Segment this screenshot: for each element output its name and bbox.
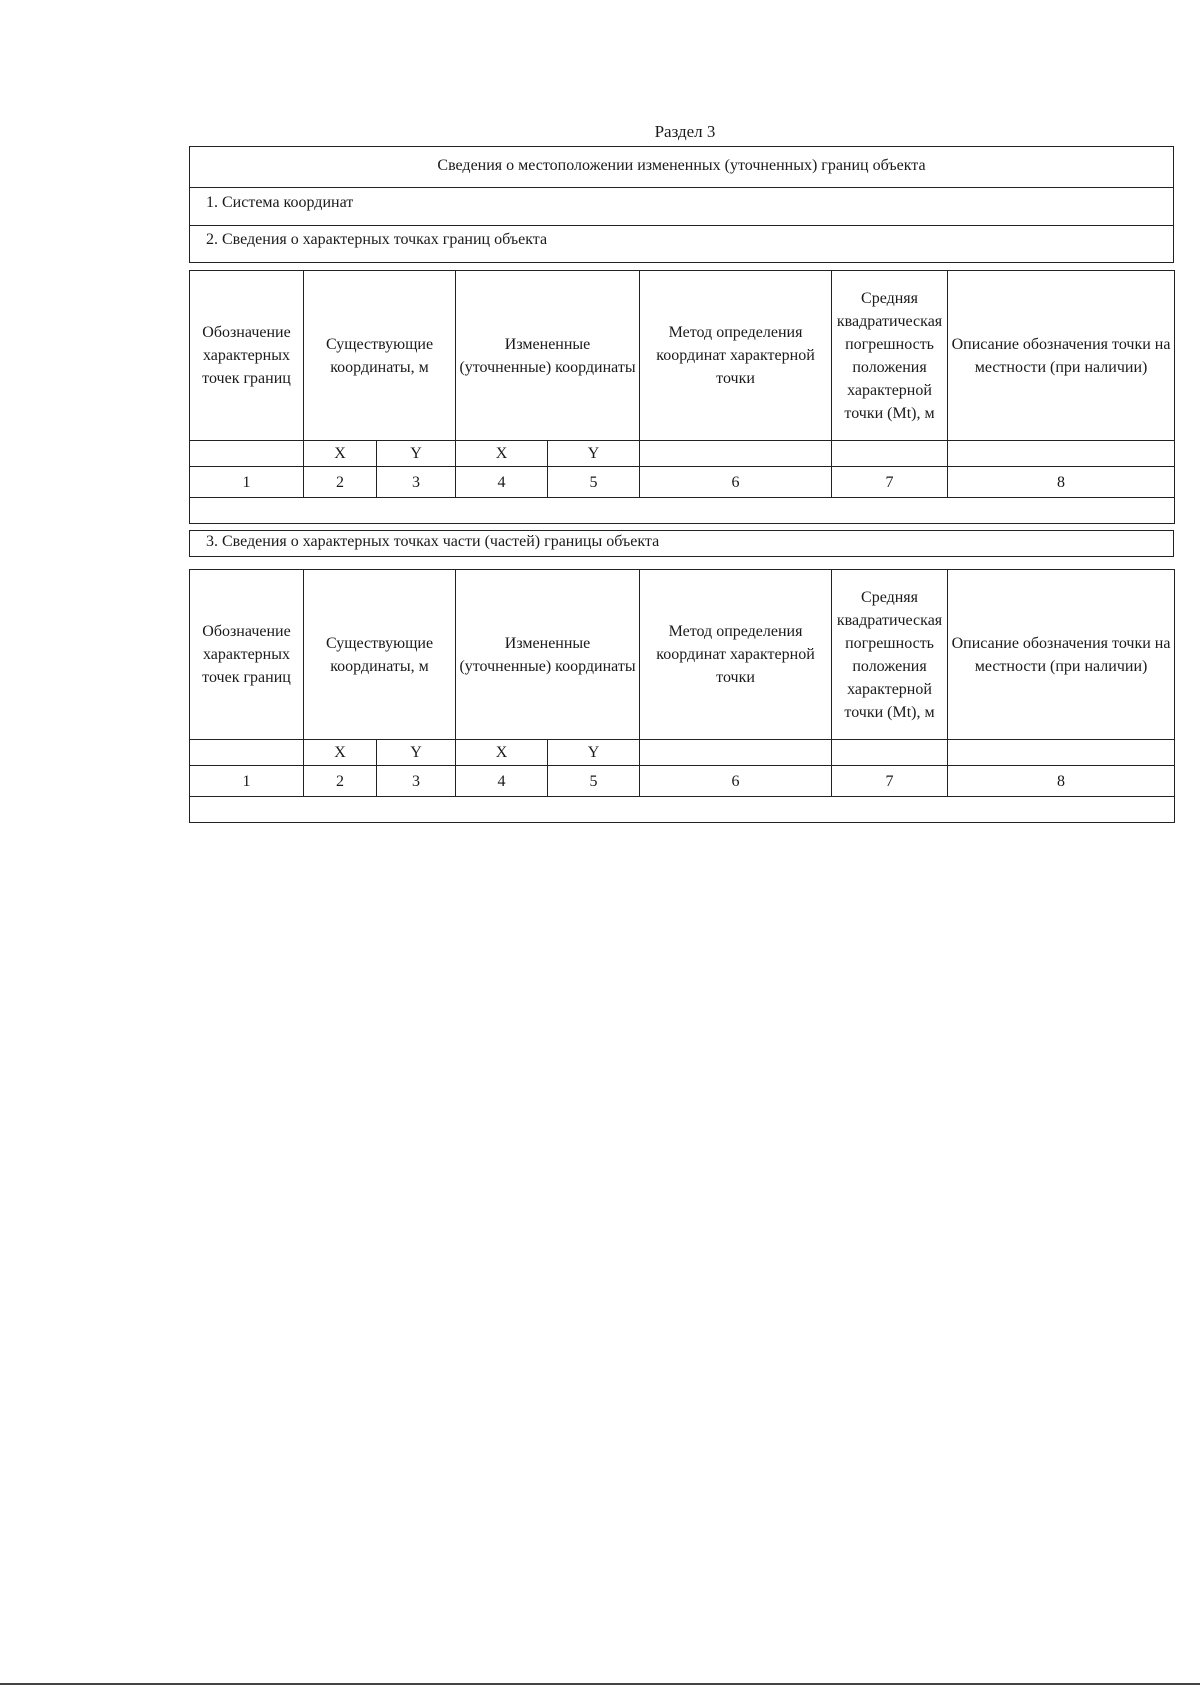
header-existing-coordinates: Существующие координаты, м [304,271,456,441]
divider [190,225,1173,226]
column-number: 7 [832,467,948,498]
subheader-empty [832,740,948,766]
column-number: 6 [640,766,832,797]
column-number: 4 [456,766,548,797]
subheader-x: X [304,441,377,467]
header-changed-coordinates: Измененные (уточненные) координаты [456,271,640,441]
divider [190,187,1173,188]
subheader-empty [190,740,304,766]
empty-data-row [190,797,1175,823]
coordinate-system-row: 1. Система координат [206,194,354,211]
header-point-description: Описание обозначения точки на местности (при наличии) [948,271,1175,441]
header-point-designation: Обозначение характерных точек границ [190,271,304,441]
header-point-description: Описание обозначения точки на местности (при наличии) [948,570,1175,740]
section-label: Раздел 3 [654,122,716,141]
subheader-empty [832,441,948,467]
subheader-y: Y [548,441,640,467]
column-number: 5 [548,766,640,797]
subheader-x: X [456,441,548,467]
column-number: 2 [304,766,377,797]
column-number: 1 [190,467,304,498]
subheader-y: Y [548,740,640,766]
boundary-points-table [189,270,1175,524]
column-number: 3 [377,467,456,498]
column-number: 4 [456,467,548,498]
part-boundary-points-table [189,569,1175,823]
part-boundary-box [189,530,1174,557]
column-number: 7 [832,766,948,797]
subheader-x: X [304,740,377,766]
column-number: 2 [304,467,377,498]
subheader-x: X [456,740,548,766]
column-number: 1 [190,766,304,797]
column-number: 5 [548,467,640,498]
header-mean-square-error: Средняя квадратическая погрешность положения характерной точки (Mt), м [832,271,948,441]
header-mean-square-error: Средняя квадратическая погрешность положения характерной точки (Mt), м [832,570,948,740]
empty-data-row [190,498,1175,524]
boundary-points-row: 2. Сведения о характерных точках границ объекта [206,231,548,248]
part-boundary-title: 3. Сведения о характерных точках части (частей) границы объекта [206,533,660,550]
column-number: 6 [640,467,832,498]
subheader-empty [640,441,832,467]
subheader-y: Y [377,441,456,467]
page-bottom-edge [0,1683,1200,1685]
subheader-empty [640,740,832,766]
column-number: 8 [948,467,1175,498]
boundary-info-title: Сведения о местоположении измененных (уточненных) границ объекта [437,157,926,174]
subheader-y: Y [377,740,456,766]
boundary-info-box [189,146,1174,263]
subheader-empty [190,441,304,467]
header-existing-coordinates: Существующие координаты, м [304,570,456,740]
header-determination-method: Метод определения координат характерной точки [640,570,832,740]
header-changed-coordinates: Измененные (уточненные) координаты [456,570,640,740]
header-determination-method: Метод определения координат характерной точки [640,271,832,441]
column-number: 3 [377,766,456,797]
column-number: 8 [948,766,1175,797]
header-point-designation: Обозначение характерных точек границ [190,570,304,740]
subheader-empty [948,441,1175,467]
subheader-empty [948,740,1175,766]
